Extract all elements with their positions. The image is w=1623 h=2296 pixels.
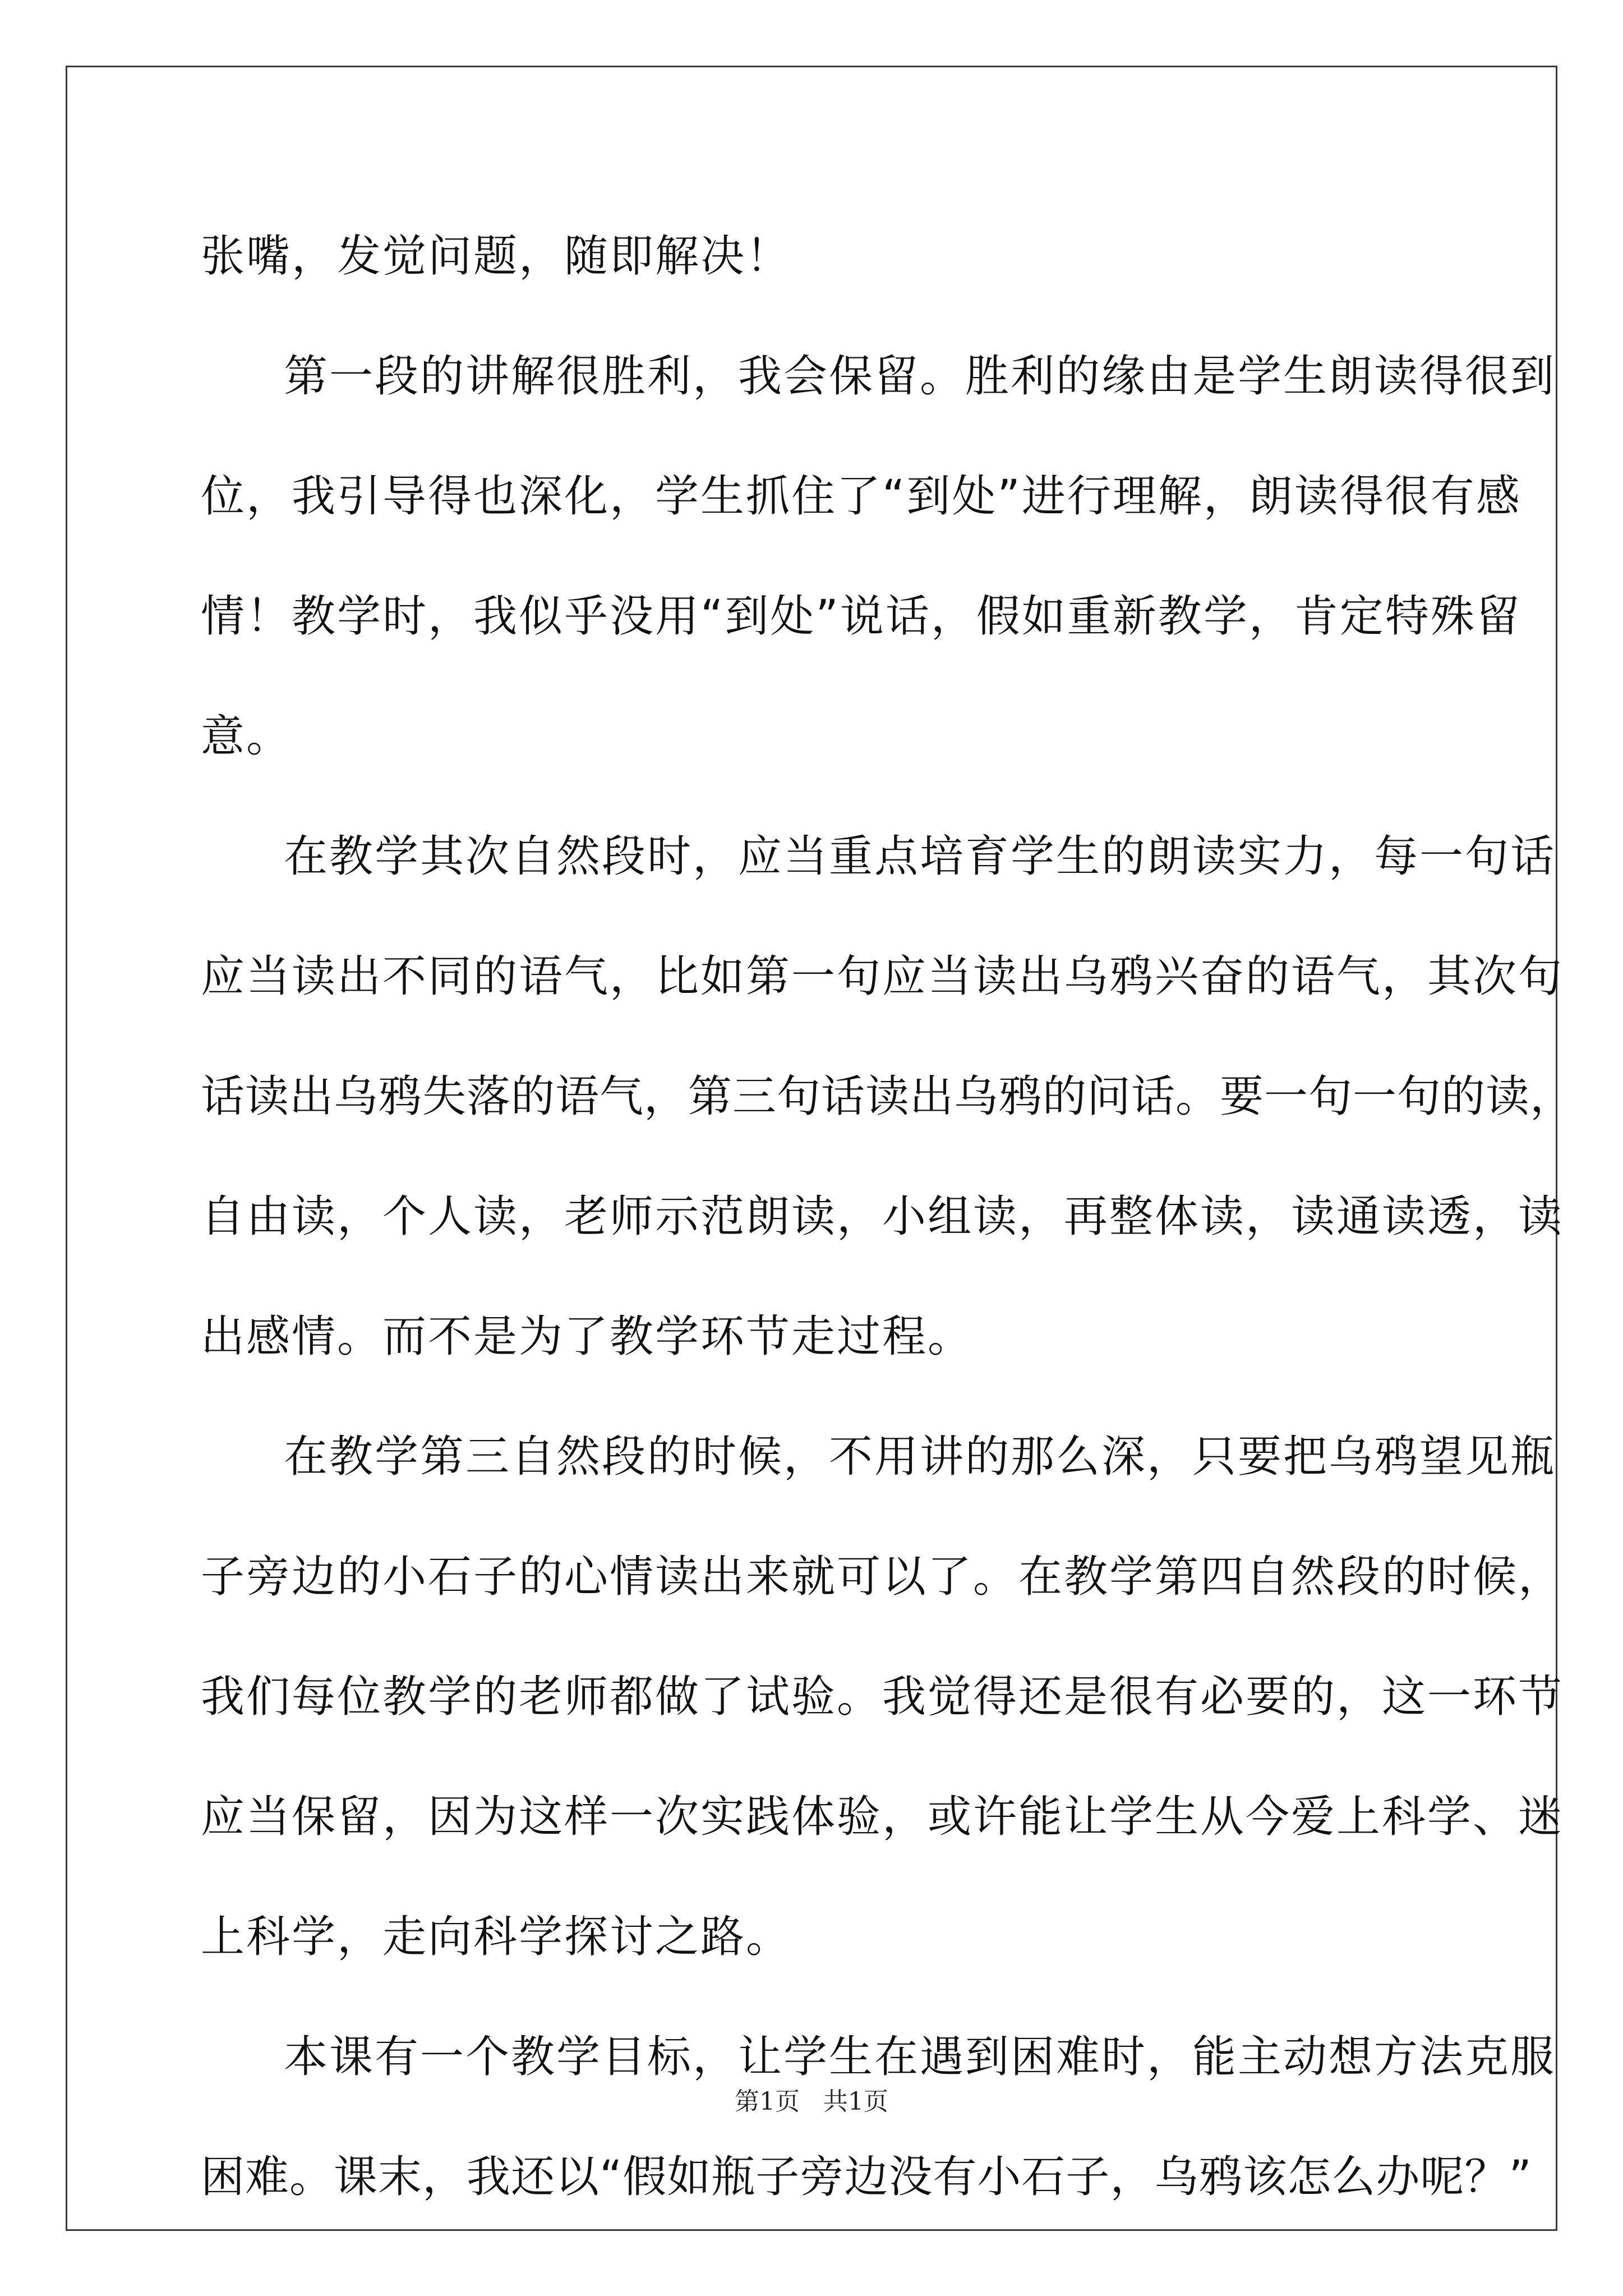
- text-line: 意。: [201, 711, 292, 762]
- text-line: 困难。课末，我还以“假如瓶子旁边没有小石子，乌鸦该怎么办呢？”: [201, 2152, 1532, 2202]
- text-line: 应当保留，因为这样一次实践体验，或许能让学生从今爱上科学、迷: [201, 1792, 1564, 1842]
- text-line: 情！教学时，我似乎没用“到处”说话，假如重新教学，肯定特殊留: [201, 591, 1521, 642]
- text-line: 上科学，走向科学探讨之路。: [201, 1912, 792, 1962]
- text-line: 出感情。而不是为了教学环节走过程。: [201, 1312, 974, 1362]
- text-line: 话读出乌鸦失落的语气，第三句话读出乌鸦的问话。要一句一句的读，: [201, 1071, 1575, 1122]
- page-number: 第1页 共1页: [735, 2087, 888, 2116]
- document-body: [201, 196, 1575, 2237]
- text-line: 自由读，个人读，老师示范朗读，小组读，再整体读，读通读透，读: [201, 1191, 1564, 1242]
- paragraph-start-line: 第一段的讲解很胜利，我会保留。胜利的缘由是学生朗读得很到: [284, 351, 1556, 402]
- text-line: 应当读出不同的语气，比如第一句应当读出乌鸦兴奋的语气，其次句: [201, 951, 1564, 1002]
- paragraph-start-line: 本课有一个教学目标，让学生在遇到困难时，能主动想方法克服: [284, 2032, 1556, 2082]
- text-line: 子旁边的小石子的心情读出来就可以了。在教学第四自然段的时候，: [201, 1552, 1564, 1602]
- paragraph-start-line: 在教学其次自然段时，应当重点培育学生的朗读实力，每一句话: [284, 831, 1556, 882]
- paragraph-start-line: 在教学第三自然段的时候，不用讲的那么深，只要把乌鸦望见瓶: [284, 1432, 1556, 1482]
- text-line: 位，我引导得也深化，学生抓住了“到处”进行理解，朗读得很有感: [201, 471, 1521, 522]
- text-line: 张嘴，发觉问题，随即解决！: [201, 231, 792, 282]
- text-line: 我们每位教学的老师都做了试验。我觉得还是很有必要的，这一环节: [201, 1672, 1564, 1722]
